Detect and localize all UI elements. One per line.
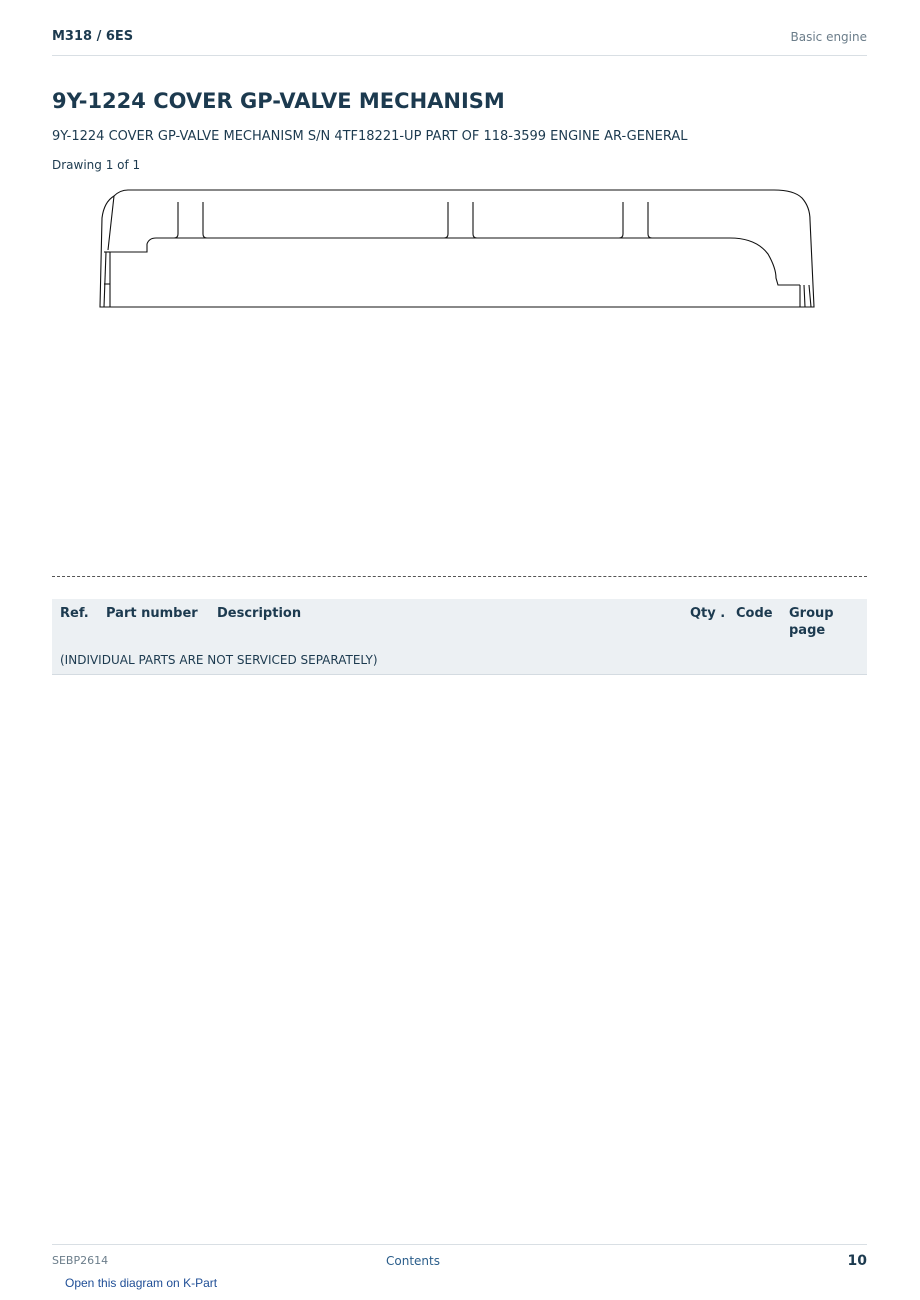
page-header: [52, 28, 867, 56]
col-group-page: Group page: [789, 606, 834, 638]
drawing-label: Drawing 1 of 1: [52, 158, 141, 172]
page-subtitle: 9Y-1224 COVER GP-VALVE MECHANISM S/N 4TF18221-UP PART OF 118-3599 ENGINE AR-GENERAL: [52, 129, 688, 144]
col-code: Code: [736, 606, 773, 621]
valve-cover-diagram: [52, 180, 867, 320]
col-qty: Qty .: [690, 606, 726, 621]
parts-table-header: [52, 599, 867, 645]
recess-left: [174, 202, 178, 238]
page-number: 10: [847, 1253, 867, 1269]
contents-link[interactable]: Contents: [386, 1254, 440, 1268]
cover-outline: [100, 190, 814, 307]
recess-middle: [444, 202, 448, 238]
parts-table: [52, 599, 867, 675]
col-ref: Ref.: [60, 606, 89, 621]
col-part-number: Part number: [106, 606, 198, 621]
col-description: Description: [217, 606, 302, 621]
section-divider: [52, 576, 867, 577]
model-label: M318 / 6ES: [52, 29, 134, 44]
page-title: 9Y-1224 COVER GP-VALVE MECHANISM: [52, 89, 505, 113]
recess-right: [619, 202, 623, 238]
kpart-diagram-link[interactable]: Open this diagram on K-Part: [65, 1276, 218, 1290]
section-label: Basic engine: [790, 30, 867, 44]
parts-note: (INDIVIDUAL PARTS ARE NOT SERVICED SEPARATELY): [60, 653, 378, 667]
doc-id: SEBP2614: [52, 1254, 109, 1267]
cover-inner-profile: [110, 238, 800, 285]
